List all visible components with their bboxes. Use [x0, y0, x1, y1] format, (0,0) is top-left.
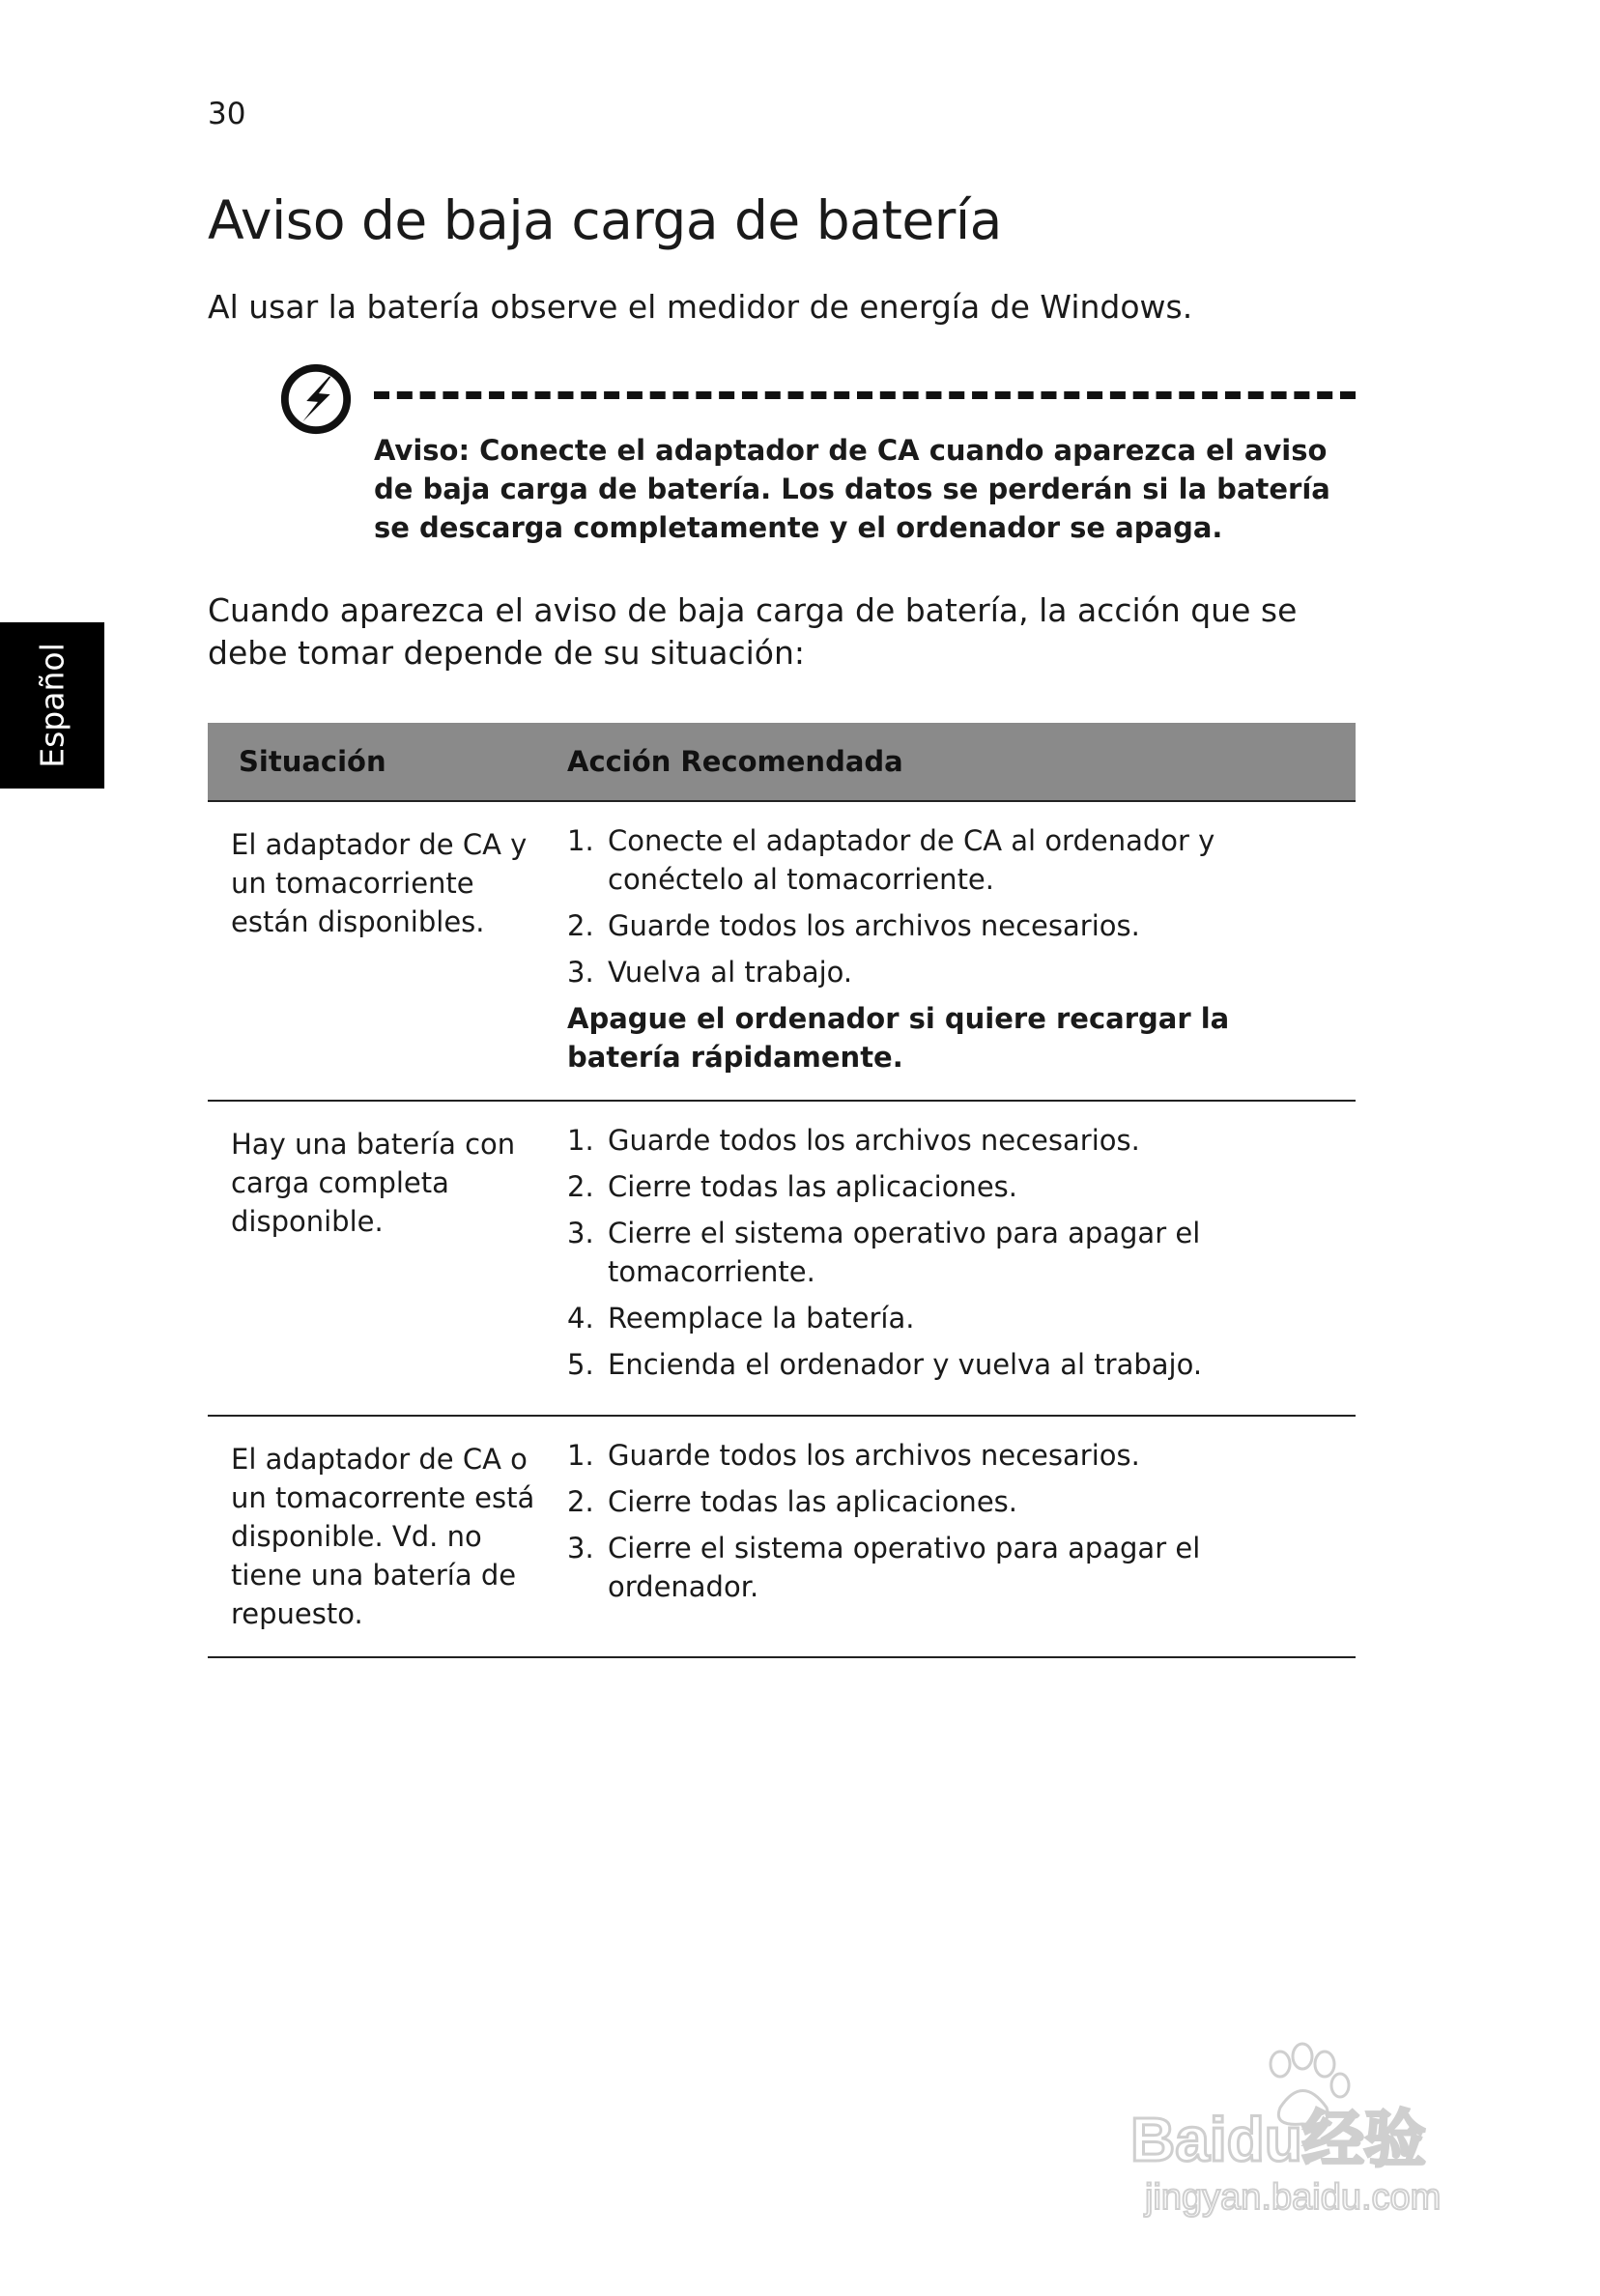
- step-number: 3.: [567, 1532, 594, 1564]
- page-number: 30: [208, 97, 246, 131]
- table-row: [208, 1101, 1356, 1416]
- list-item: [567, 1214, 1336, 1291]
- list-item: [567, 821, 1336, 899]
- intro-text: Al usar la batería observe el medidor de energía de Windows.: [208, 288, 1193, 326]
- page-title: Aviso de baja carga de batería: [208, 189, 1002, 251]
- step-text: Reemplace la batería.: [608, 1302, 915, 1335]
- list-item: [567, 1345, 1336, 1384]
- step-text: Cierre todas las aplicaciones.: [608, 1170, 1017, 1203]
- warning-lightning-icon: [278, 361, 354, 437]
- action-cell: [548, 1416, 1356, 1657]
- step-number: 2.: [567, 909, 594, 942]
- list-item: [567, 1167, 1336, 1206]
- baidu-watermark: [1126, 2035, 1512, 2219]
- situation-cell: El adaptador de CA o un tomacorrente está disponible. Vd. no tiene una batería de repuesto.: [208, 1416, 548, 1657]
- step-text: Guarde todos los archivos necesarios.: [608, 1439, 1140, 1472]
- header-situation: Situación: [208, 723, 548, 801]
- step-number: 2.: [567, 1485, 594, 1518]
- step-number: 2.: [567, 1170, 594, 1203]
- list-item: [567, 953, 1336, 991]
- list-item: [567, 1121, 1336, 1160]
- step-number: 3.: [567, 956, 594, 989]
- step-text: Cierre el sistema operativo para apagar el ordenador.: [608, 1532, 1201, 1603]
- action-note: Apague el ordenador si quiere recargar la batería rápidamente.: [567, 1002, 1230, 1074]
- step-number: 1.: [567, 824, 594, 857]
- table-row: [208, 801, 1356, 1101]
- battery-actions-table: [208, 723, 1356, 1658]
- situation-cell: El adaptador de CA y un tomacorriente están disponibles.: [208, 801, 548, 1101]
- step-number: 5.: [567, 1348, 594, 1381]
- step-text: Cierre el sistema operativo para apagar el tomacorriente.: [608, 1217, 1201, 1288]
- step-text: Conecte el adaptador de CA al ordenador y conéctelo al tomacorriente.: [608, 824, 1215, 896]
- step-text: Guarde todos los archivos necesarios.: [608, 1124, 1140, 1157]
- list-item: [567, 1299, 1336, 1337]
- list-item: [567, 1482, 1336, 1521]
- list-item: [567, 906, 1336, 945]
- step-text: Encienda el ordenador y vuelva al trabajo.: [608, 1348, 1203, 1381]
- steps-list: [567, 821, 1336, 991]
- action-cell: [548, 801, 1356, 1101]
- situation-cell: Hay una batería con carga completa disponible.: [208, 1101, 548, 1416]
- step-text: Cierre todas las aplicaciones.: [608, 1485, 1017, 1518]
- step-text: Vuelva al trabajo.: [608, 956, 853, 989]
- watermark-brand: Baidu经验: [1130, 2105, 1426, 2174]
- step-number: 4.: [567, 1302, 594, 1335]
- situation-paragraph: Cuando aparezca el aviso de baja carga de batería, la acción que se debe tomar depende de su situación:: [208, 591, 1298, 672]
- steps-list: [567, 1436, 1336, 1606]
- warning-divider: [374, 391, 1356, 399]
- watermark-url: jingyan.baidu.com: [1145, 2177, 1442, 2218]
- step-number: 1.: [567, 1124, 594, 1157]
- language-label: Español: [33, 643, 71, 768]
- step-number: 1.: [567, 1439, 594, 1472]
- header-action: Acción Recomendada: [548, 723, 1356, 801]
- steps-list: [567, 1121, 1336, 1384]
- warning-text: Aviso: Conecte el adaptador de CA cuando aparezca el aviso de baja carga de batería. Los datos se perderán si la batería se descarga completamente y el ordenador se apaga.: [374, 434, 1330, 544]
- list-item: [567, 1529, 1336, 1606]
- step-number: 3.: [567, 1217, 594, 1249]
- language-side-tab: [0, 622, 104, 789]
- table-header-row: [208, 723, 1356, 801]
- step-text: Guarde todos los archivos necesarios.: [608, 909, 1140, 942]
- list-item: [567, 1436, 1336, 1475]
- table-row: [208, 1416, 1356, 1657]
- action-cell: [548, 1101, 1356, 1416]
